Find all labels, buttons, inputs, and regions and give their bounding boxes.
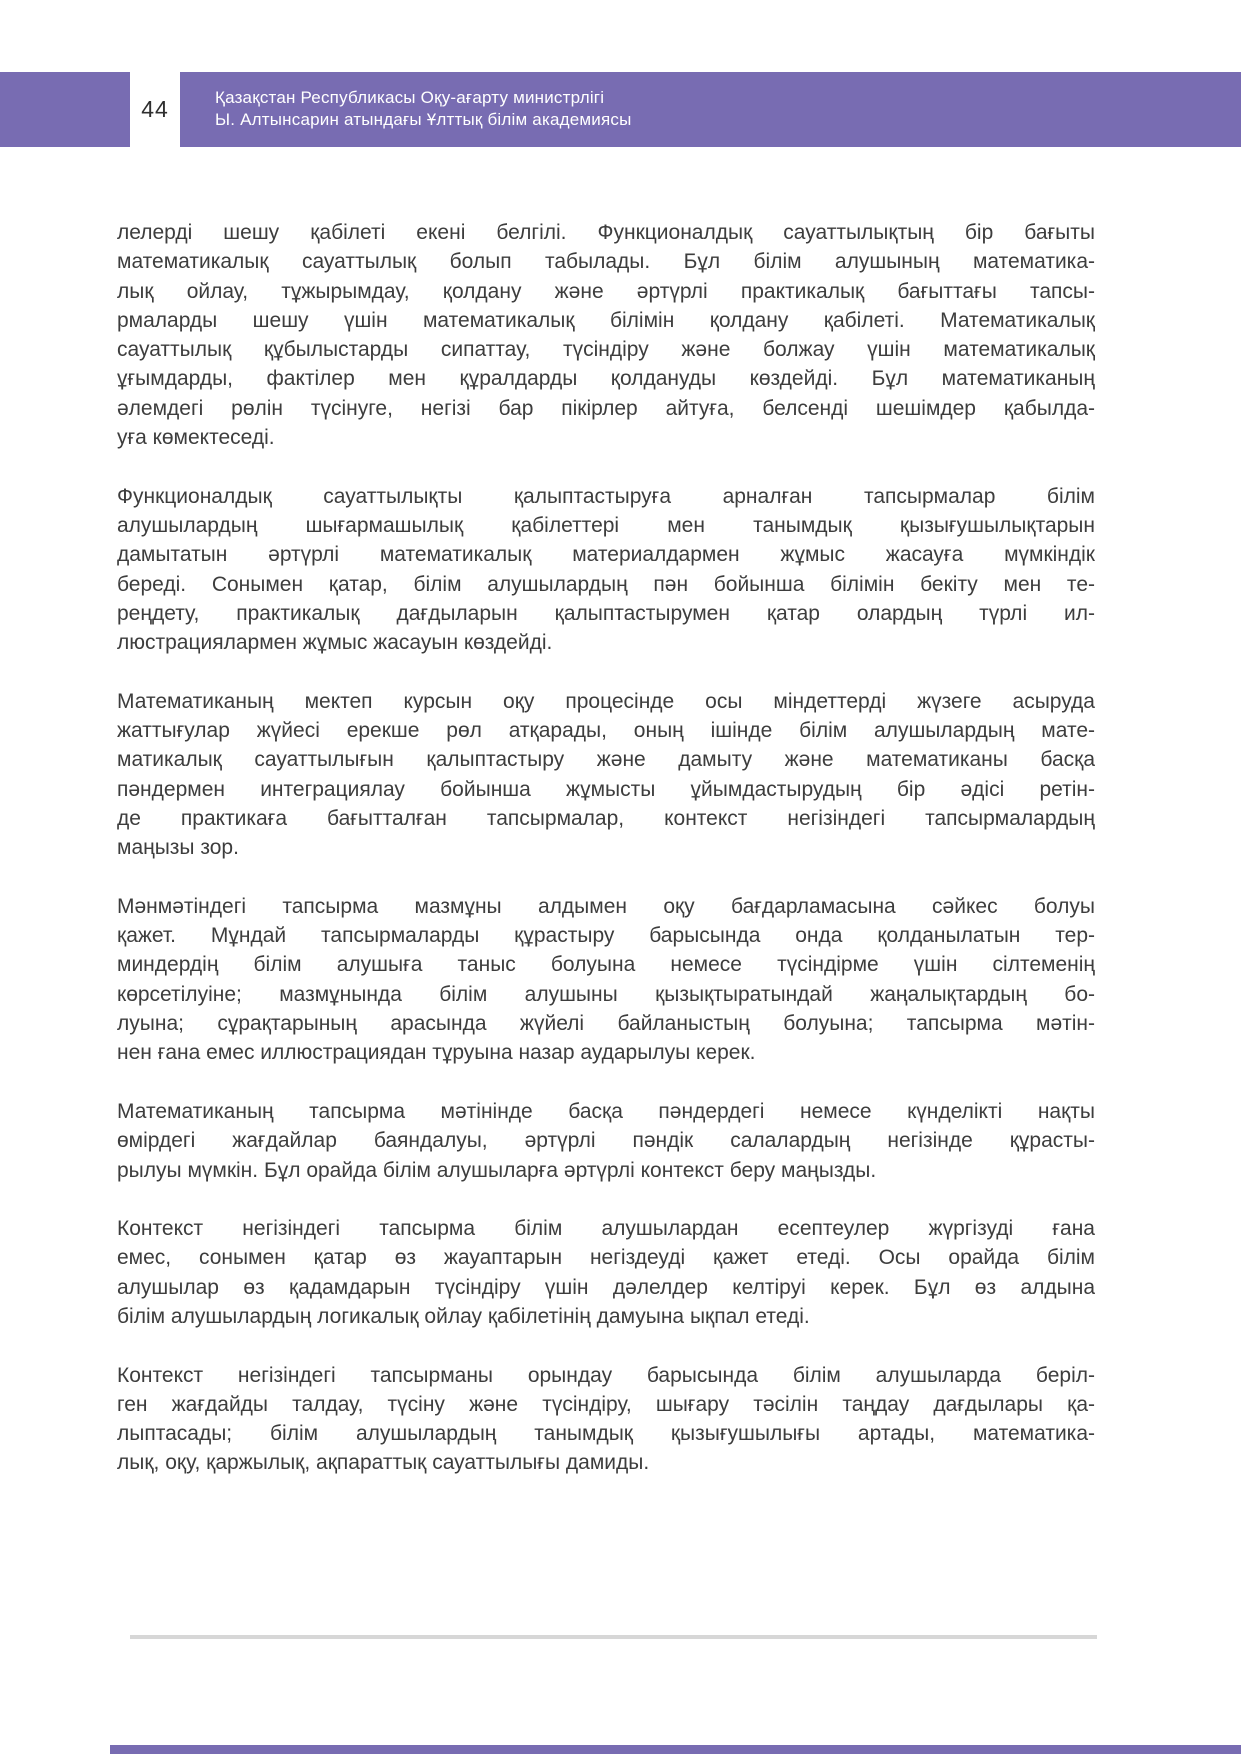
text-line: лық, оқу, қаржылық, ақпараттық сауаттылығы дамиды. bbox=[117, 1451, 650, 1475]
text-line: матикалық сауаттылығын қалыптастыру және дамыту және математиканы басқа bbox=[117, 748, 1095, 772]
text-line: қажет. Мұндай тапсырмаларды құрастыру барысында онда қолданылатын тер- bbox=[117, 924, 1095, 948]
text-line: Функционалдық сауаттылықты қалыптастыруға арналған тапсырмалар білім bbox=[117, 484, 1095, 508]
paragraph bbox=[117, 1097, 1095, 1185]
text-line: Контекст негізіндегі тапсырманы орындау барысында білім алушыларда беріл- bbox=[117, 1363, 1095, 1387]
next-page-band-edge bbox=[110, 1745, 1241, 1754]
text-line: дамытатын әртүрлі математикалық материалдармен жұмыс жасауға мүмкіндік bbox=[117, 543, 1095, 567]
text-line: ген жағдайды талдау, түсіну және түсіндіру, шығару тәсілін таңдау дағдылары қа- bbox=[117, 1392, 1095, 1416]
page-number: 44 bbox=[141, 96, 169, 122]
text-line: әлемдегі рөлін түсінуге, негізі бар пікірлер айтуға, белсенді шешімдер қабылда- bbox=[117, 396, 1095, 420]
text-line: люстрациялармен жұмыс жасауын көздейді. bbox=[117, 631, 553, 655]
text-line: өмірдегі жағдайлар баяндалуы, әртүрлі пәндік салалардың негізінде құрасты- bbox=[117, 1129, 1095, 1153]
text-line: көрсетілуіне; мазмұнында білім алушыны қызықтыратындай жаңалықтардың бо- bbox=[117, 982, 1095, 1006]
text-line: алушылар өз қадамдарын түсіндіру үшін дәлелдер келтіруі керек. Бұл өз алдына bbox=[117, 1275, 1095, 1299]
text-line: білім алушылардың логикалық ойлау қабілетінің дамуына ықпал етеді. bbox=[117, 1304, 810, 1328]
paragraph bbox=[117, 1361, 1095, 1478]
text-line: рылуы мүмкін. Бұл орайда білім алушыларға әртүрлі контекст беру маңызды. bbox=[117, 1158, 877, 1182]
text-line: реңдету, практикалық дағдыларын қалыптастырумен қатар олардың түрлі ил- bbox=[117, 601, 1095, 625]
paragraph bbox=[117, 218, 1095, 452]
text-line: математикалық сауаттылық болып табылады. Бұл білім алушының математика- bbox=[117, 250, 1095, 274]
text-line: сауаттылық құбылыстарды сипаттау, түсіндіру және болжау үшін математикалық bbox=[117, 338, 1095, 362]
text-line: жаттығулар жүйесі ерекше рөл атқарады, оның ішінде білім алушылардың мате- bbox=[117, 719, 1095, 743]
paragraph bbox=[117, 892, 1095, 1068]
text-line: луына; сұрақтарының арасында жүйелі байланыстың болуына; тапсырма мәтін- bbox=[117, 1012, 1095, 1036]
text-line: алушылардың шығармашылық қабілеттері мен танымдық қызығушылықтарын bbox=[117, 513, 1095, 537]
header-band bbox=[180, 72, 1241, 147]
text-line: нен ғана емес иллюстрациядан тұруына назар аударылуы керек. bbox=[117, 1041, 756, 1065]
footer-rule bbox=[130, 1635, 1097, 1639]
header-ministry-line: Қазақстан Республикасы Оқу-ағарту министрлігі bbox=[215, 88, 605, 107]
text-line: береді. Сонымен қатар, білім алушылардың пән бойынша білімін бекіту мен те- bbox=[117, 572, 1095, 596]
text-line: Математиканың тапсырма мәтінінде басқа пәндердегі немесе күнделікті нақты bbox=[117, 1099, 1095, 1123]
header-academy-line: Ы. Алтынсарин атындағы Ұлттық білім академиясы bbox=[215, 109, 632, 129]
text-line: лелерді шешу қабілеті екені белгілі. Функционалдық сауаттылықтың бір бағыты bbox=[117, 221, 1095, 244]
text-line: маңызы зор. bbox=[117, 836, 239, 860]
body-text bbox=[117, 218, 1095, 1478]
paragraph bbox=[117, 687, 1095, 863]
text-line: пәндермен интеграциялау бойынша жұмысты ұйымдастырудың бір әдісі ретін- bbox=[117, 777, 1095, 801]
text-line: лық ойлау, тұжырымдау, қолдану және әртүрлі практикалық бағыттағы тапсы- bbox=[117, 279, 1095, 303]
text-line: ұғымдарды, фактілер мен құралдарды қолдануды көздейді. Бұл математиканың bbox=[117, 367, 1095, 391]
paragraph bbox=[117, 482, 1095, 658]
text-line: Контекст негізіндегі тапсырма білім алушылардан есептеулер жүргізуді ғана bbox=[117, 1217, 1095, 1241]
text-line: лыптасады; білім алушылардың танымдық қызығушылығы артады, математика- bbox=[117, 1422, 1095, 1446]
text-line: Мәнмәтіндегі тапсырма мазмұны алдымен оқу бағдарламасына сәйкес болуы bbox=[117, 894, 1095, 918]
text-line: Математиканың мектеп курсын оқу процесінде осы міндеттерді жүзеге асыруда bbox=[117, 689, 1095, 713]
text-line: уға көмектеседі. bbox=[117, 426, 275, 450]
text-line: де практикаға бағытталған тапсырмалар, контекст негізіндегі тапсырмалардың bbox=[117, 806, 1095, 830]
paragraph bbox=[117, 1214, 1095, 1331]
text-line: миндердің білім алушыға таныс болуына немесе түсіндірме үшін сілтеменің bbox=[117, 953, 1095, 977]
text-line: емес, сонымен қатар өз жауаптарын негіздеуді қажет етеді. Осы орайда білім bbox=[117, 1246, 1095, 1270]
header-band-left-segment bbox=[0, 72, 130, 147]
text-line: рмаларды шешу үшін математикалық білімін қолдану қабілеті. Математикалық bbox=[117, 308, 1095, 332]
